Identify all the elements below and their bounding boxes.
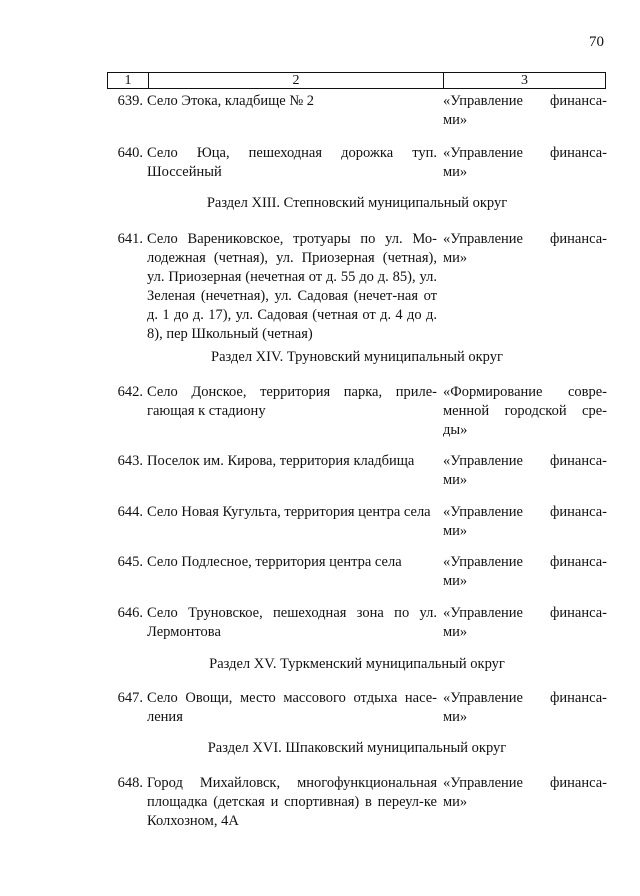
row-number: 642. xyxy=(117,384,143,400)
page-number: 70 xyxy=(589,34,604,50)
table-row xyxy=(107,553,607,591)
section-heading: Раздел XIII. Степновский муниципальный округ xyxy=(206,195,508,211)
program-cell: «Управление финанса-ми» xyxy=(443,775,607,810)
header-col-2: 2 xyxy=(149,73,444,88)
program-cell: «Управление финанса-ми» xyxy=(443,605,607,640)
object-cell: Село Труновское, пешеходная зона по ул. Лермонтова xyxy=(147,605,437,640)
row-number: 646. xyxy=(117,605,143,621)
table-row xyxy=(107,144,607,182)
section-heading: Раздел XIV. Труновский муниципальный округ xyxy=(211,349,503,365)
table-header xyxy=(107,72,606,89)
table-row xyxy=(107,452,607,490)
program-cell: «Управление финанса-ми» xyxy=(443,453,607,488)
object-cell: Село Варениковское, тротуары по ул. Мо-лодежная (четная), ул. Приозерная (четная), ул. Приозерная (нечетная от д. 55 до д. 85), ул. Зеленая (нечетная), ул. Садовая (нечет-ная от д. 1 до д. 17), ул. Садовая (четная от д. 4 до д. 8), пер Школьный (четная) xyxy=(147,231,437,342)
program-cell: «Управление финанса-ми» xyxy=(443,554,607,589)
table-row xyxy=(107,230,607,344)
header-col-3: 3 xyxy=(521,73,528,88)
row-number: 644. xyxy=(117,504,143,520)
row-number: 647. xyxy=(117,690,143,706)
object-cell: Село Новая Кугульта, территория центра села xyxy=(147,504,431,520)
row-number: 640. xyxy=(117,145,143,161)
program-cell: «Управление финанса-ми» xyxy=(443,145,607,180)
object-cell: Село Юца, пешеходная дорожка туп. Шоссейный xyxy=(147,145,437,180)
header-col-1: 1 xyxy=(108,73,149,88)
row-number: 645. xyxy=(117,554,143,570)
section-heading: Раздел XV. Туркменский муниципальный округ xyxy=(209,656,505,672)
program-cell: «Управление финанса-ми» xyxy=(443,690,607,725)
section-heading: Раздел XVI. Шпаковский муниципальный округ xyxy=(207,740,507,756)
object-cell: Поселок им. Кирова, территория кладбища xyxy=(147,453,415,469)
program-cell: «Управление финанса-ми» xyxy=(443,93,607,128)
row-number: 643. xyxy=(117,453,143,469)
table-row xyxy=(107,604,607,642)
row-number: 641. xyxy=(117,231,143,247)
table-row xyxy=(107,383,607,440)
program-cell: «Управление финанса-ми» xyxy=(443,504,607,539)
row-number: 648. xyxy=(117,775,143,791)
table-row xyxy=(107,689,607,727)
row-number: 639. xyxy=(117,93,143,109)
object-cell: Город Михайловск, многофункциональная площадка (детская и спортивная) в переул-ке Колхозном, 4А xyxy=(147,775,437,829)
object-cell: Село Подлесное, территория центра села xyxy=(147,554,402,570)
object-cell: Село Овощи, место массового отдыха насе-ления xyxy=(147,690,437,725)
object-cell: Село Этока, кладбище № 2 xyxy=(147,93,315,109)
table-row xyxy=(107,92,607,130)
program-cell: «Формирование совре-менной городской сре-ды» xyxy=(443,384,607,438)
program-cell: «Управление финанса-ми» xyxy=(443,231,607,266)
table-row xyxy=(107,774,607,831)
table-row xyxy=(107,503,607,541)
object-cell: Село Донское, территория парка, приле-гающая к стадиону xyxy=(147,384,437,419)
